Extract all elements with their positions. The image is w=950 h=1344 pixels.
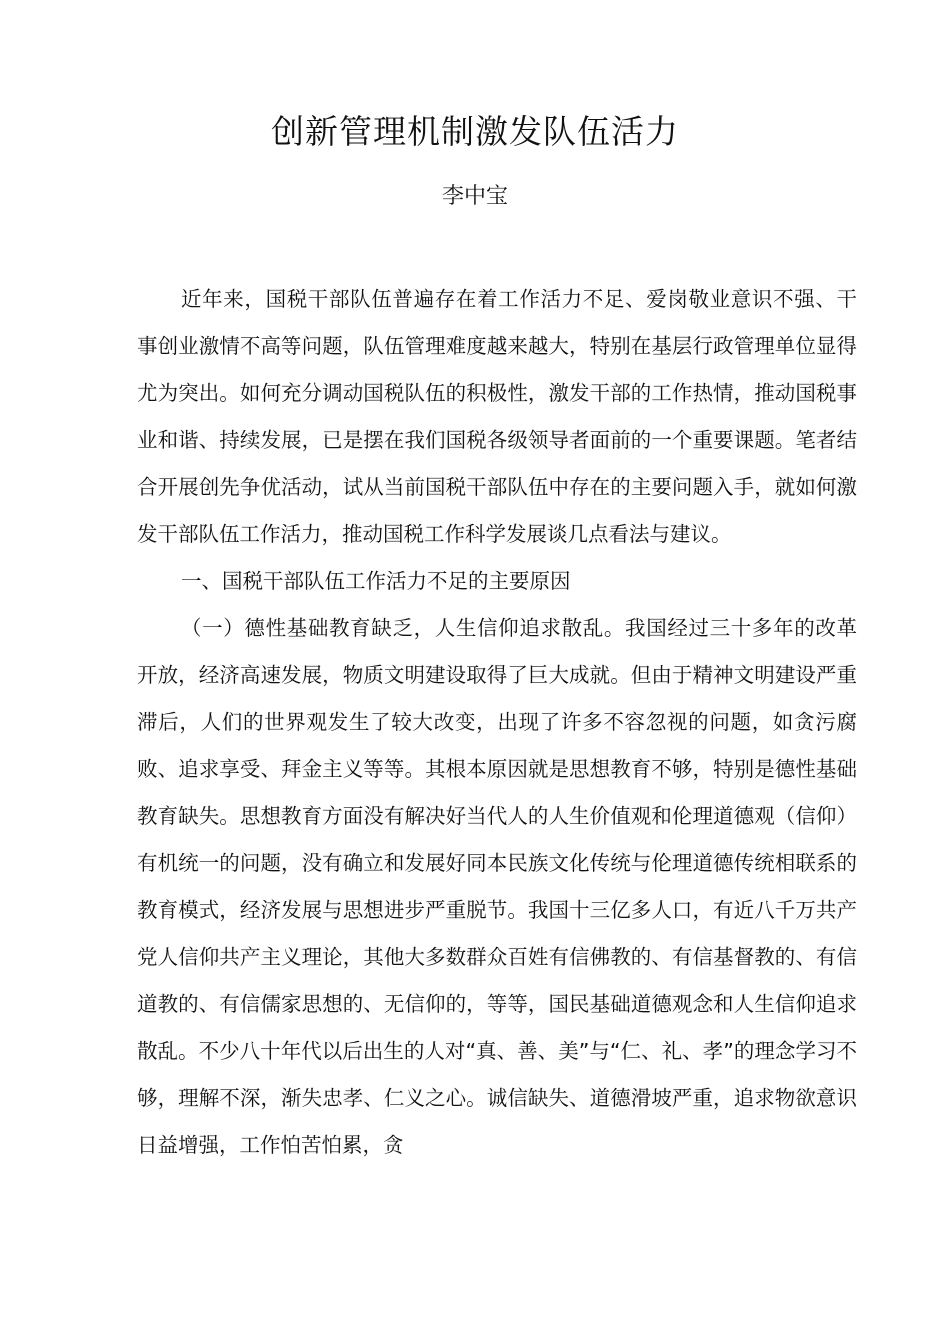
document-body [137, 276, 857, 1169]
document-author: 李中宝 [441, 184, 508, 209]
document-title: 创新管理机制激发队伍活力 [271, 112, 679, 151]
intro-paragraph: 近年来，国税干部队伍普遍存在着工作活力不足、爱岗敬业意识不强、干事创业激情不高等问题，队伍管理难度越来越大，特别在基层行政管理单位显得尤为突出。如何充分调动国税队伍的积极性，激发干部的工作热情，推动国税事业和谐、持续发展，已是摆在我们国税各级领导者面前的一个重要课题。笔者结合开展创先争优活动，试从当前国税干部队伍中存在的主要问题入手，就如何激发干部队伍工作活力，推动国税工作科学发展谈几点看法与建议。 [137, 287, 857, 546]
section-heading: 一、国税干部队伍工作活力不足的主要原因 [181, 569, 571, 593]
subsection-paragraph: （一）德性基础教育缺乏，人生信仰追求散乱。我国经过三十多年的改革开放，经济高速发展，物质文明建设取得了巨大成就。但由于精神文明建设严重滞后，人们的世界观发生了较大改变，出现了许多不容忽视的问题，如贪污腐败、追求享受、拜金主义等等。其根本原因就是思想教育不够，特别是德性基础教育缺失。思想教育方面没有解决好当代人的人生价值观和伦理道德观（信仰）有机统一的问题，没有确立和发展好同本民族文化传统与伦理道德传统相联系的教育模式，经济发展与思想进步严重脱节。我国十三亿多人口，有近八千万共产党人信仰共产主义理论，其他大多数群众百姓有信佛教的、有信基督教的、有信道教的、有信儒家思想的、无信仰的，等等，国民基础道德观念和人生信仰追求散乱。不少八十年代以后出生的人对“真、善、美”与“仁、礼、孝”的理念学习不够，理解不深，渐失忠孝、仁义之心。诚信缺失、道德滑坡严重，追求物欲意识日益增强，工作怕苦怕累，贪 [137, 616, 857, 1157]
